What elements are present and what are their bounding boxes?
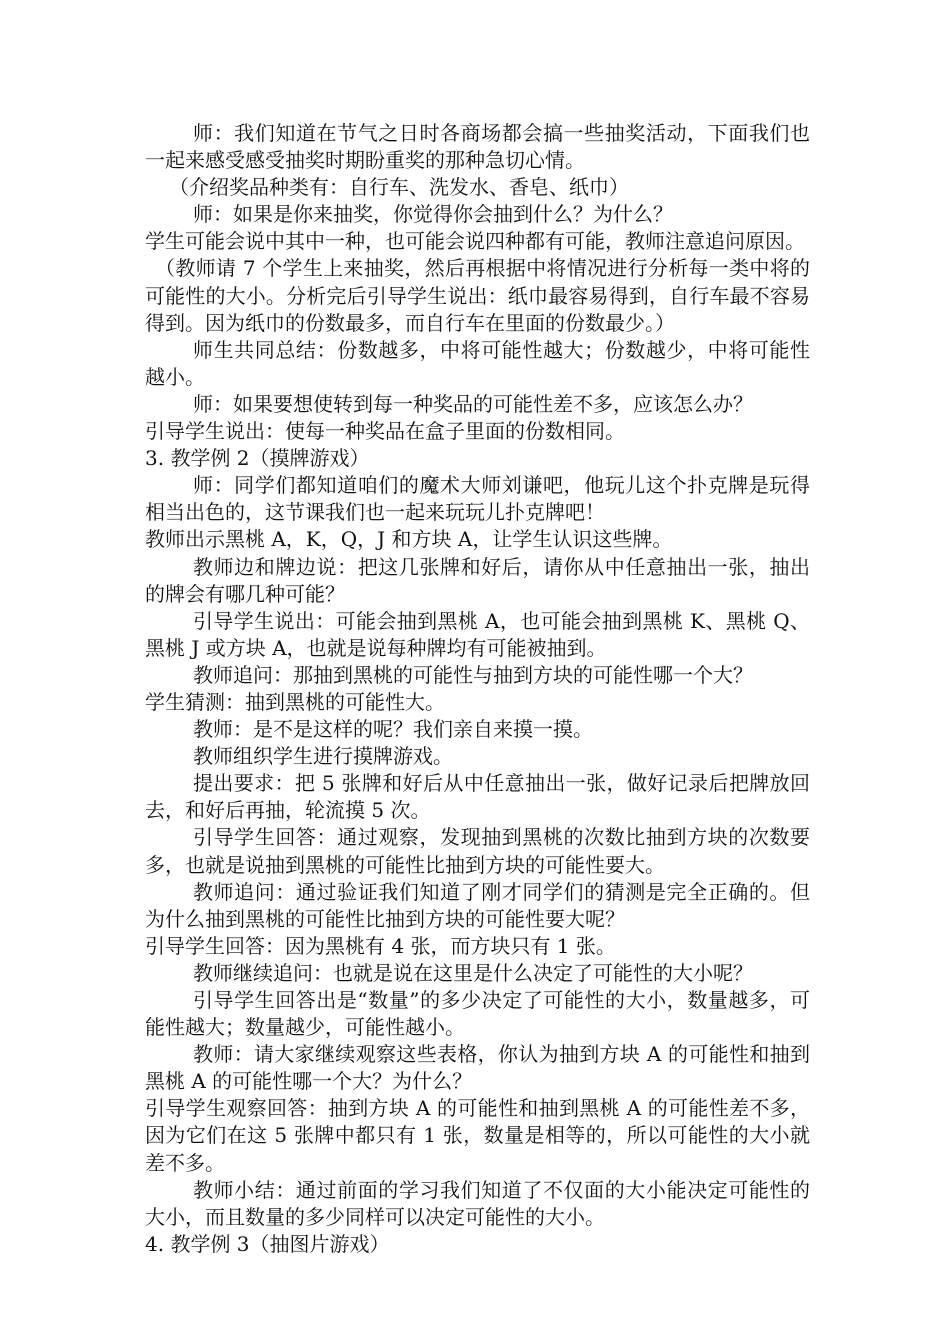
paragraph-11: 教师出示黑桃 A，K，Q，J 和方块 A，让学生认识这些牌。	[145, 527, 673, 552]
paragraph-12: 教师边和牌边说：把这几张牌和好后，请你从中任意抽出一张，抽出的牌会有哪几种可能？	[145, 554, 810, 606]
paragraph-19: 引导学生回答：通过观察，发现抽到黑桃的次数比抽到方块的次数要多，也就是说抽到黑桃的可能性比抽到方块的可能性要大。	[145, 825, 810, 877]
paragraph-14: 教师追问：那抽到黑桃的可能性与抽到方块的可能性哪一个大？	[193, 662, 753, 687]
paragraph-23: 引导学生回答出是“数量”的多少决定了可能性的大小，数量越多，可能性越大；数量越少，可能性越小。	[145, 988, 810, 1040]
paragraph-22: 教师继续追问：也就是说在这里是什么决定了可能性的大小呢？	[193, 960, 753, 985]
paragraph-2: （介绍奖品种类有：自行车、洗发水、香皂、纸巾）	[169, 175, 629, 200]
paragraph-21: 引导学生回答：因为黑桃有 4 张，而方块只有 1 张。	[145, 933, 616, 958]
paragraph-5: （教师请 7 个学生上来抽奖，然后再根据中将情况进行分析每一类中将的可能性的大小。分析完后引导学生说出：纸巾最容易得到，自行车最不容易得到。因为纸巾的份数最多，而自行车在里面的份数最少。）	[145, 256, 810, 335]
paragraph-8: 引导学生说出：使每一种奖品在盒子里面的份数相同。	[145, 419, 625, 444]
paragraph-15: 学生猜测：抽到黑桃的可能性大。	[145, 689, 445, 714]
paragraph-17: 教师组织学生进行摸牌游戏。	[193, 744, 453, 769]
paragraph-26: 教师小结：通过前面的学习我们知道了不仅面的大小能决定可能性的大小，而且数量的多少同样可以决定可能性的大小。	[145, 1177, 810, 1229]
paragraph-20: 教师追问：通过验证我们知道了刚才同学们的猜测是完全正确的。但为什么抽到黑桃的可能性比抽到方块的可能性要大呢？	[145, 879, 810, 931]
paragraph-10: 师：同学们都知道咱们的魔术大师刘谦吧，他玩儿这个扑克牌是玩得相当出色的，这节课我们也一起来玩玩儿扑克牌吧！	[145, 473, 810, 525]
paragraph-13: 引导学生说出：可能会抽到黑桃 A，也可能会抽到黑桃 K、黑桃 Q、黑桃 J 或方块 A，也就是说每种牌均有可能被抽到。	[145, 608, 810, 660]
paragraph-18: 提出要求：把 5 张牌和好后从中任意抽出一张，做好记录后把牌放回去，和好后再抽，轮流摸 5 次。	[145, 771, 810, 823]
paragraph-1: 师：我们知道在节气之日时各商场都会搞一些抽奖活动，下面我们也一起来感受感受抽奖时期盼重奖的那种急切心情。	[145, 121, 810, 173]
paragraph-3: 师：如果是你来抽奖，你觉得你会抽到什么？为什么？	[193, 202, 673, 227]
section-heading-example-3: 4. 教学例 3（抽图片游戏）	[145, 1231, 390, 1256]
paragraph-24: 教师：请大家继续观察这些表格，你认为抽到方块 A 的可能性和抽到黑桃 A 的可能性哪一个大？为什么？	[145, 1042, 810, 1094]
paragraph-6: 师生共同总结：份数越多，中将可能性越大；份数越少，中将可能性越小。	[145, 337, 810, 389]
section-heading-example-2: 3. 教学例 2（摸牌游戏）	[145, 446, 370, 471]
paragraph-7: 师：如果要想使转到每一种奖品的可能性差不多，应该怎么办？	[193, 391, 753, 416]
paragraph-16: 教师：是不是这样的呢？我们亲自来摸一摸。	[193, 717, 593, 742]
document-body	[145, 120, 810, 1258]
paragraph-4: 学生可能会说中其中一种，也可能会说四种都有可能，教师注意追问原因。	[145, 229, 805, 254]
paragraph-25: 引导学生观察回答：抽到方块 A 的可能性和抽到黑桃 A 的可能性差不多，因为它们在这 5 张牌中都只有 1 张，数量是相等的，所以可能性的大小就差不多。	[145, 1096, 810, 1175]
